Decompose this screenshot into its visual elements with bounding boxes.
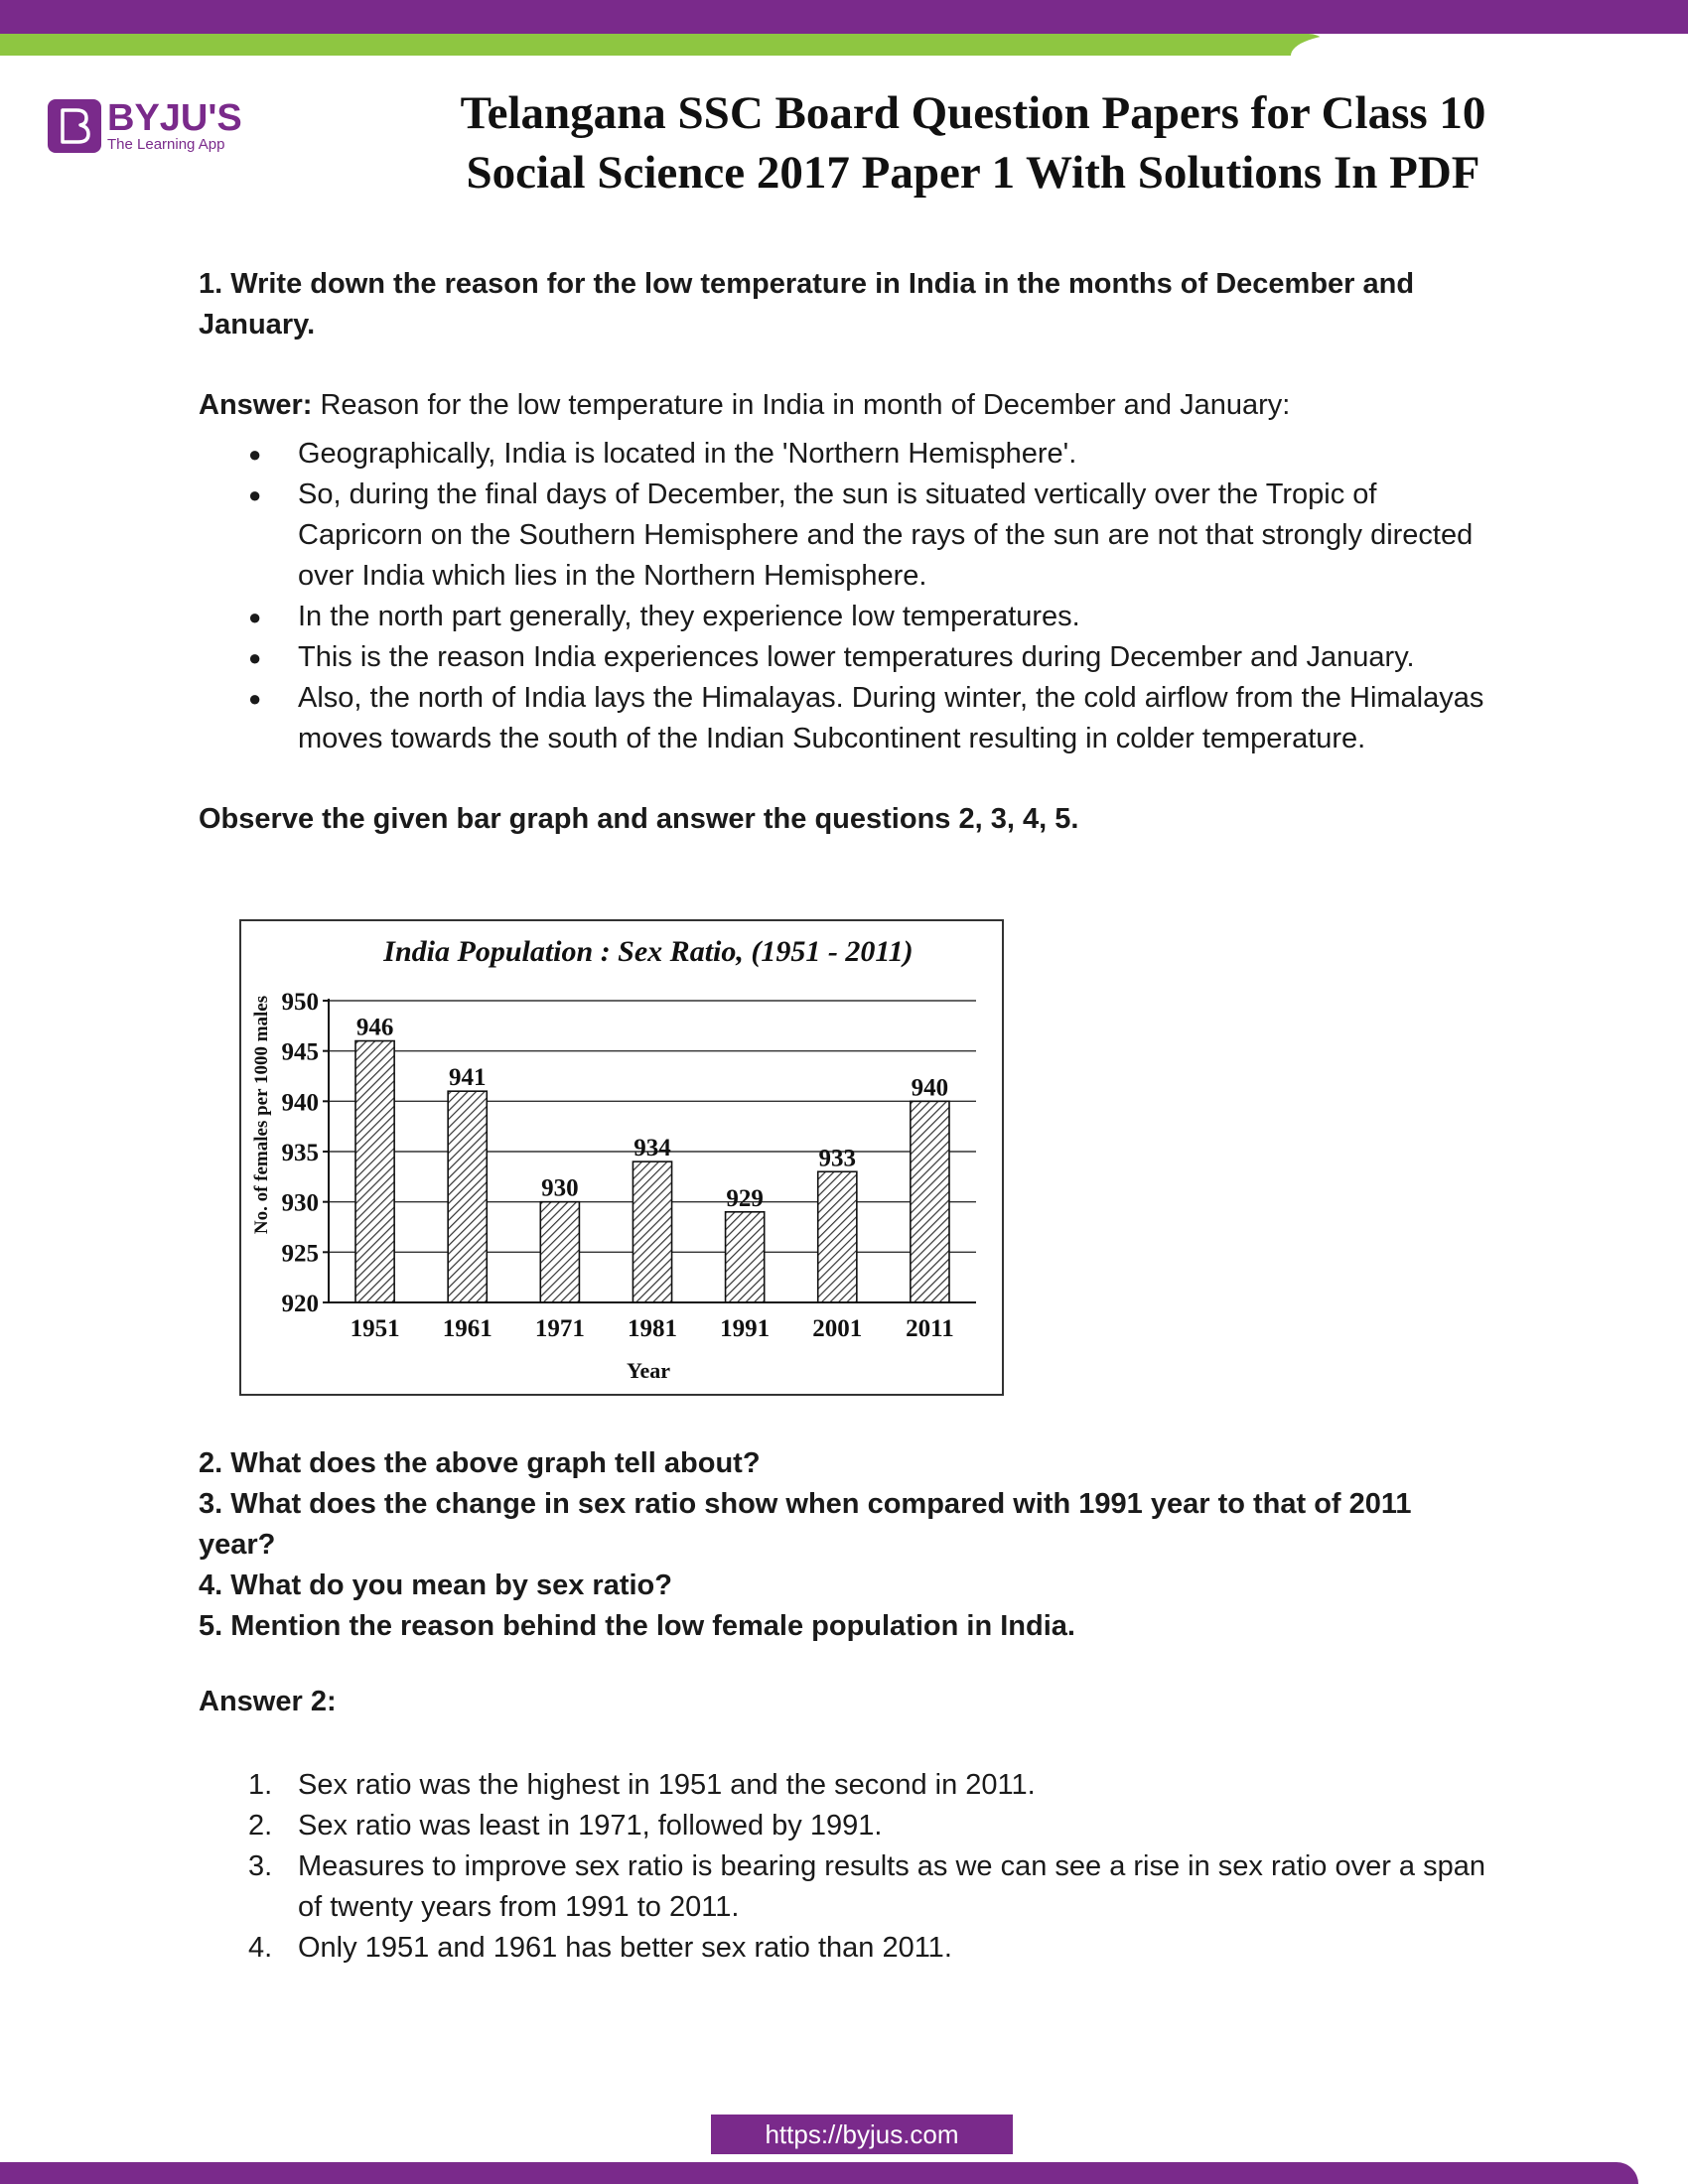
list-item (199, 1846, 1489, 1928)
y-tick-label: 920 (281, 1291, 319, 1317)
answer-1-bullets (199, 434, 1489, 759)
byjus-logo[interactable] (48, 99, 242, 153)
x-tick-label: 1961 (442, 1315, 492, 1342)
bar-data-label: 930 (541, 1174, 579, 1202)
x-tick-label: 1991 (720, 1315, 771, 1342)
list-item: ● So, during the final days of December, the sun is situated vertically over the Tropic of Capricorn on the Southern Hemisphere and the rays of the sun are not that strongly directed over India which lies in the Northern Hemisphere. (199, 475, 1489, 597)
x-axis-label: Year (627, 1358, 670, 1383)
logo-tagline: The Learning App (107, 136, 225, 153)
x-tick-label: 2001 (812, 1315, 863, 1342)
bar-1971 (540, 1202, 579, 1302)
y-tick-label: 950 (281, 989, 319, 1016)
bar-1981 (633, 1161, 671, 1302)
bar-1951 (355, 1041, 394, 1302)
question-4: 4. What do you mean by sex ratio? (199, 1570, 672, 1601)
list-text: Sex ratio was least in 1971, followed by 1991. (298, 1810, 883, 1842)
footer-purple-band (0, 2162, 1638, 2184)
answer-intro-text: Reason for the low temperature in India in month of December and January: (312, 389, 1291, 421)
bar-data-label: 940 (911, 1074, 949, 1102)
list-item (199, 1806, 1489, 1846)
y-tick-label: 945 (281, 1038, 319, 1066)
list-text: Only 1951 and 1961 has better sex ratio than 2011. (298, 1932, 952, 1964)
chart-canvas (241, 921, 1002, 1394)
list-number: 1. (248, 1769, 273, 1801)
answer-2-list (199, 1765, 1489, 1969)
logo-name: BYJU'S (107, 97, 242, 139)
bar-data-label: 946 (355, 1014, 394, 1041)
list-item (199, 1928, 1489, 1969)
list-text: Measures to improve sex ratio is bearing results as we can see a rise in sex ratio over a span of twenty years from 1991 to 2011. (298, 1850, 1485, 1923)
y-axis-label: No. of females per 1000 males (251, 995, 272, 1235)
list-item: ● Also, the north of India lays the Himalayas. During winter, the cold airflow from the Himalayas moves towards the south of the Indian Subcontinent resulting in colder temperature. (199, 678, 1489, 759)
header-purple-band (0, 0, 1688, 34)
y-tick-label: 925 (281, 1240, 319, 1268)
byjus-logo-icon (48, 99, 101, 153)
bar-1991 (726, 1212, 765, 1302)
y-tick-label: 940 (281, 1089, 319, 1117)
list-item (199, 1765, 1489, 1806)
x-axis-ticks (351, 1315, 954, 1342)
x-tick-label: 1951 (350, 1315, 400, 1342)
question-1: 1. Write down the reason for the low temperature in India in the months of December and January. (199, 268, 1415, 341)
question-2: 2. What does the above graph tell about? (199, 1447, 761, 1479)
question-3: 3. What does the change in sex ratio show when compared with 1991 year to that of 2011 year? (199, 1488, 1412, 1561)
question-5: 5. Mention the reason behind the low female population in India. (199, 1610, 1075, 1642)
chart-title: India Population : Sex Ratio, (1951 - 2011) (383, 935, 914, 968)
answer-1-intro (199, 385, 1489, 426)
answer-label: Answer: (199, 389, 313, 421)
bar-data-label: 934 (633, 1135, 671, 1162)
y-tick-label: 930 (281, 1189, 319, 1217)
list-number: 3. (248, 1850, 273, 1882)
question-1-section (199, 264, 1489, 840)
list-item: ● This is the reason India experiences lower temperatures during December and January. (199, 637, 1489, 678)
title-line-2: Social Science 2017 Paper 1 With Solutions In PDF (466, 147, 1480, 199)
list-item: ● In the north part generally, they experience low temperatures. (199, 597, 1489, 637)
answer-2-label: Answer 2: (199, 1686, 337, 1717)
bar-data-label: 941 (448, 1064, 487, 1092)
y-axis-ticks (282, 989, 330, 1317)
header-green-band (0, 34, 1331, 56)
bar-2001 (818, 1171, 857, 1302)
list-item: ● Geographically, India is located in the 'Northern Hemisphere'. (199, 434, 1489, 475)
x-tick-label: 1971 (534, 1315, 585, 1342)
list-number: 4. (248, 1932, 273, 1964)
chart-bars (355, 1015, 949, 1302)
observe-instruction: Observe the given bar graph and answer the questions 2, 3, 4, 5. (199, 803, 1079, 835)
x-tick-label: 2011 (906, 1315, 954, 1342)
list-text: Sex ratio was the highest in 1951 and the second in 2011. (298, 1769, 1036, 1801)
list-number: 2. (248, 1810, 273, 1842)
bar-2011 (911, 1101, 949, 1302)
questions-2-5 (199, 1443, 1489, 1647)
header-band-cut (1291, 34, 1688, 56)
document-title (338, 83, 1609, 203)
bar-data-label: 929 (726, 1184, 764, 1212)
bar-1961 (448, 1091, 487, 1302)
sex-ratio-chart (239, 919, 1004, 1396)
footer-url-link[interactable]: https://byjus.com (711, 2115, 1013, 2154)
title-line-1: Telangana SSC Board Question Papers for Class 10 (460, 87, 1486, 139)
x-tick-label: 1981 (628, 1315, 677, 1342)
y-tick-label: 935 (281, 1140, 319, 1166)
bar-data-label: 933 (818, 1145, 857, 1172)
